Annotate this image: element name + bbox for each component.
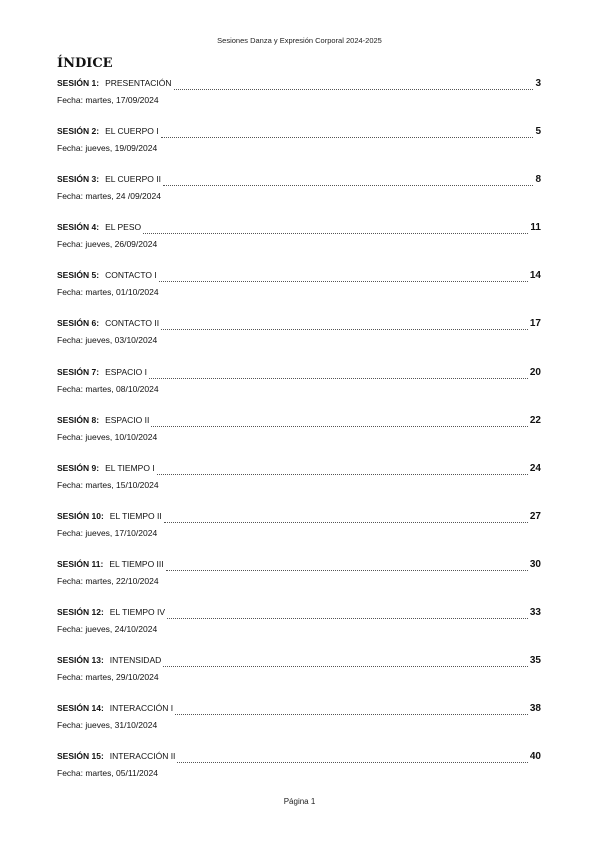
page-number: 3 [535, 78, 541, 89]
session-date: Fecha: jueves, 17/10/2024 [57, 527, 158, 538]
toc-entry-line [57, 270, 541, 284]
toc-entry[interactable] [57, 78, 541, 126]
session-separator: : [100, 703, 104, 714]
page-number: 22 [529, 414, 541, 426]
toc-entry-line [57, 703, 541, 717]
session-separator: : [96, 174, 100, 185]
session-separator: : [96, 318, 100, 329]
toc-entry[interactable] [57, 607, 541, 655]
toc-entry[interactable] [57, 751, 541, 799]
session-date: Fecha: jueves, 24/10/2024 [57, 624, 158, 635]
dot-leader [161, 130, 534, 138]
page-number: 14 [529, 270, 541, 282]
dot-leader [167, 611, 528, 619]
toc-entry[interactable] [57, 511, 541, 559]
page-number: 27 [529, 510, 541, 522]
session-title: EL TIEMPO II [109, 510, 162, 521]
page-number: 38 [529, 703, 541, 715]
session-number: SESIÓN 11 [57, 558, 101, 569]
toc-entry[interactable] [57, 270, 541, 318]
index-title: ÍNDICE [57, 56, 113, 71]
dot-leader [151, 419, 528, 427]
toc-entry[interactable] [57, 367, 541, 415]
session-date: Fecha: martes, 29/10/2024 [57, 672, 159, 683]
session-separator: : [96, 222, 100, 233]
session-title: PRESENTACIÓN [105, 78, 172, 88]
session-title: CONTACTO II [105, 318, 160, 329]
session-date: Fecha: martes, 15/10/2024 [57, 479, 159, 490]
session-number: SESIÓN 5 [57, 270, 97, 281]
dot-leader [177, 755, 527, 763]
session-number: SESIÓN 15 [57, 751, 101, 762]
dot-leader [166, 563, 528, 571]
dot-leader [175, 707, 528, 715]
session-separator: : [96, 414, 100, 425]
session-title: ESPACIO II [105, 414, 150, 425]
session-date: Fecha: jueves, 10/10/2024 [57, 431, 158, 442]
session-separator: : [96, 462, 100, 473]
toc-entry-line [57, 463, 541, 477]
toc-entry[interactable] [57, 703, 541, 751]
session-date: Fecha: martes, 22/10/2024 [57, 575, 159, 586]
toc-entry[interactable] [57, 318, 541, 366]
dot-leader [174, 82, 534, 90]
toc-entry-line [57, 511, 541, 525]
page-number: 24 [529, 462, 541, 474]
dot-leader [143, 226, 528, 234]
toc-entry-line [57, 126, 541, 140]
page-number: 17 [529, 318, 541, 330]
toc-entry-line [57, 607, 541, 621]
session-number: SESIÓN 9 [57, 462, 97, 473]
toc-entry-line [57, 78, 541, 92]
page-number: 5 [535, 126, 541, 138]
session-separator: : [100, 558, 104, 569]
page-number: 30 [529, 558, 541, 570]
session-title: INTERACCIÓN II [109, 751, 176, 762]
toc-entry-line [57, 318, 541, 332]
session-title: EL PESO [105, 222, 142, 233]
session-title: ESPACIO I [105, 366, 147, 377]
toc-entry-line [57, 751, 541, 765]
page-number: 20 [529, 366, 541, 378]
session-number: SESIÓN 10 [57, 510, 101, 521]
dot-leader [149, 371, 528, 379]
toc-entry[interactable] [57, 415, 541, 463]
session-title: EL TIEMPO III [109, 558, 164, 569]
session-separator: : [96, 126, 100, 137]
session-number: SESIÓN 7 [57, 366, 97, 377]
dot-leader [163, 178, 533, 186]
session-number: SESIÓN 3 [57, 174, 97, 185]
session-title: INTERACCIÓN I [109, 703, 174, 714]
dot-leader [163, 659, 528, 667]
session-date: Fecha: martes, 01/10/2024 [57, 287, 159, 298]
session-number: SESIÓN 14 [57, 703, 101, 714]
session-date: Fecha: martes, 17/09/2024 [57, 95, 159, 105]
session-date: Fecha: jueves, 19/09/2024 [57, 143, 158, 154]
session-separator: : [100, 751, 104, 762]
dot-leader [159, 274, 528, 282]
page-number: 35 [529, 655, 541, 667]
session-separator: : [96, 270, 100, 281]
page-number: 40 [529, 751, 541, 763]
page-header: Sesiones Danza y Expresión Corporal 2024-2025 [217, 36, 382, 45]
session-separator: : [100, 655, 104, 666]
toc-entry-line [57, 222, 541, 236]
session-number: SESIÓN 1 [57, 78, 97, 88]
session-title: EL CUERPO II [105, 174, 161, 185]
page-number: 33 [529, 607, 541, 619]
session-separator: : [96, 366, 100, 377]
toc-entry[interactable] [57, 174, 541, 222]
session-number: SESIÓN 2 [57, 126, 97, 137]
dot-leader [164, 515, 528, 523]
toc-entry[interactable] [57, 463, 541, 511]
session-title: EL TIEMPO I [105, 462, 155, 473]
toc-entry[interactable] [57, 559, 541, 607]
toc-entry-line [57, 559, 541, 573]
session-number: SESIÓN 13 [57, 655, 101, 666]
session-title: CONTACTO I [105, 270, 157, 281]
session-separator: : [100, 510, 104, 521]
toc-entry[interactable] [57, 126, 541, 174]
page-number: 11 [530, 222, 541, 234]
page-footer: Página 1 [283, 797, 316, 806]
session-date: Fecha: martes, 05/11/2024 [57, 768, 158, 779]
dot-leader [161, 322, 528, 330]
toc-entry-line [57, 415, 541, 429]
toc-entry-line [57, 174, 541, 188]
session-number: SESIÓN 8 [57, 414, 97, 425]
dot-leader [157, 467, 528, 475]
session-number: SESIÓN 6 [57, 318, 97, 329]
session-date: Fecha: martes, 08/10/2024 [57, 383, 159, 394]
toc-entry[interactable] [57, 222, 541, 270]
session-separator: : [100, 607, 104, 618]
session-number: SESIÓN 12 [57, 607, 101, 618]
session-title: EL TIEMPO IV [109, 607, 166, 618]
toc-entry-line [57, 655, 541, 669]
toc-entry-line [57, 367, 541, 381]
session-title: EL CUERPO I [105, 126, 159, 137]
toc-entry[interactable] [57, 655, 541, 703]
session-date: Fecha: martes, 24 /09/2024 [57, 191, 161, 202]
session-date: Fecha: jueves, 26/09/2024 [57, 239, 158, 250]
session-title: INTENSIDAD [109, 655, 162, 666]
session-date: Fecha: jueves, 03/10/2024 [57, 335, 158, 346]
page-number: 8 [535, 174, 541, 186]
table-of-contents [57, 78, 541, 799]
session-number: SESIÓN 4 [57, 222, 97, 233]
session-date: Fecha: jueves, 31/10/2024 [57, 720, 158, 731]
session-separator: : [96, 78, 100, 88]
